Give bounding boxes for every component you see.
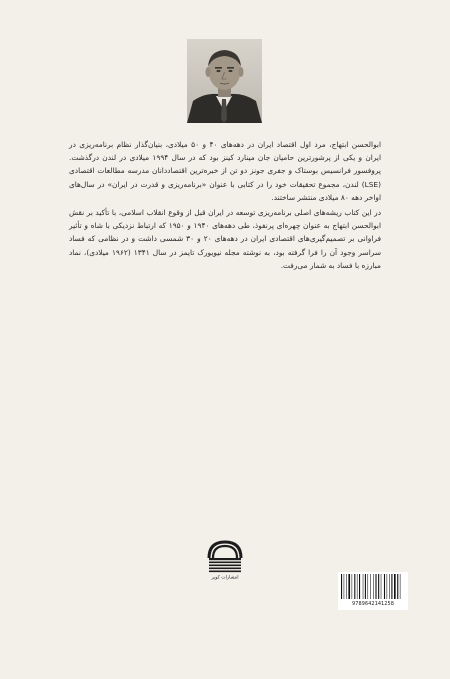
publisher-logo-icon — [203, 536, 247, 580]
barcode-bar — [384, 574, 385, 599]
barcode-bar — [354, 574, 355, 599]
author-biography — [69, 138, 381, 272]
bio-paragraph-1: ابوالحسن ابتهاج، مرد اول اقتصاد ایران در دهه‌های ۴۰ و ۵۰ میلادی، بنیان‌گذار نظام برنامه‌ریزی در ایران و یکی از پرشورترین حامیان جان مینارد کینز بود که در سال ۱۹۹۴ میلادی در لندن درگذشت. پروفسور فرانسیس بوستاک و جفری جونز دو تن از خبره‌ترین اقتصاددانان مدرسه مطالعات اقتصادی (LSE) لندن، مجموع تحقیقات خود را در کتابی با عنوان «برنامه‌ریزی و قدرت در ایران» در سال‌های اواخر دهه ۸۰ میلادی منتشر ساختند. — [69, 140, 382, 202]
publisher-name: انتشارات کویر — [211, 575, 239, 580]
barcode-bar — [397, 574, 398, 599]
barcode-bar — [359, 574, 360, 599]
barcode-bar — [389, 574, 390, 599]
barcode-bar — [381, 574, 382, 599]
barcode-bar — [341, 574, 342, 599]
barcode-bar — [368, 574, 369, 599]
barcode-bar — [394, 574, 396, 599]
barcode-bar — [365, 574, 366, 599]
barcode-bar — [373, 574, 374, 599]
portrait-image — [187, 39, 262, 123]
barcode-bar — [370, 574, 371, 599]
barcode-icon — [338, 572, 408, 610]
author-portrait-photo — [187, 39, 262, 123]
barcode-bar — [375, 574, 376, 599]
barcode-bar — [348, 574, 350, 599]
barcode-bar — [352, 574, 353, 599]
barcode-bar — [378, 574, 379, 599]
barcode-bar — [346, 574, 347, 599]
bio-paragraph-2: در این کتاب ریشه‌های اصلی برنامه‌ریزی توسعه در ایران قبل از وقوع انقلاب اسلامی، با تأکید بر نقش ابوالحسن ابتهاج به عنوان چهره‌ای پرنفوذ، طی دهه‌های ۱۹۴۰ و ۱۹۵۰ که ارتباط نزدیکی با شاه و تأثیر فراوانی بر تصمیم‌گیری‌های اقتصادی ایران در دهه‌های ۲۰ و ۳۰ شمسی داشت و در نظامی که فساد سراسر وجود آن را فرا گرفته بود، به نوشته مجله نیویورک تایمز در سال ۱۳۴۱ (۱۹۶۲ میلادی)، نماد مبارزه با فساد به شمار می‌رفت. — [69, 208, 382, 270]
barcode-bar — [357, 574, 358, 599]
barcode-bar — [344, 574, 345, 599]
barcode-bar — [400, 574, 401, 599]
barcode-bar — [363, 574, 364, 599]
isbn-number: 9789642141258 — [352, 601, 394, 607]
barcode-bar — [391, 574, 392, 599]
barcode-bar — [387, 574, 388, 599]
